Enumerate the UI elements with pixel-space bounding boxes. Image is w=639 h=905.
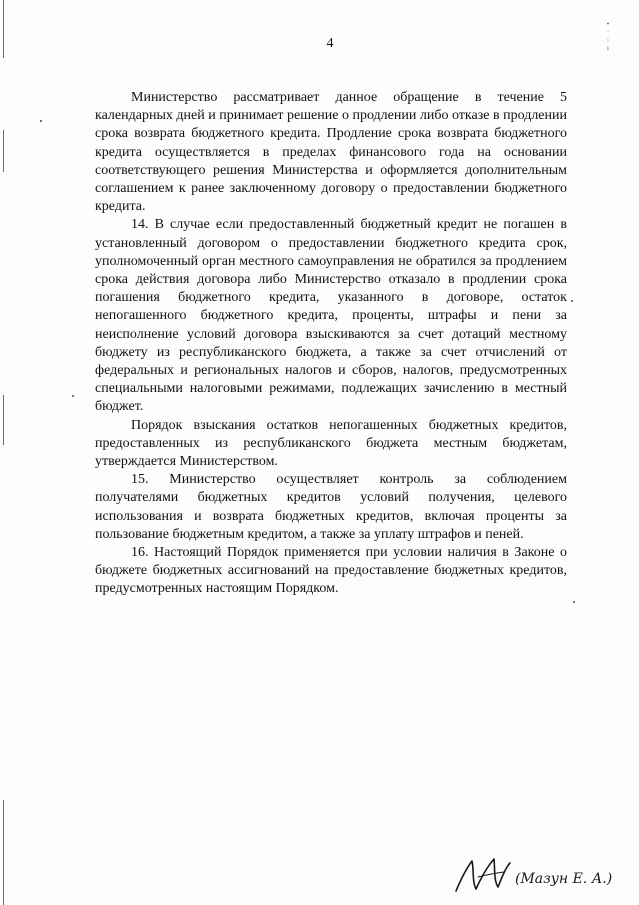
scan-edge-line	[3, 130, 4, 172]
scan-corner-marks: • · : ı	[606, 20, 610, 52]
scan-speck	[72, 395, 74, 397]
scan-speck	[573, 601, 575, 603]
scan-edge-line	[3, 800, 4, 905]
scan-speck	[40, 120, 42, 122]
paragraph: Порядок взыскания остатков непогашенных бюджетных кредитов, предоставленных из республиканского бюджета местным бюджетам, утверждается Министерством.	[95, 417, 567, 470]
paragraph: Министерство рассматривает данное обращение в течение 5 календарных дней и принимает решение о продлении либо отказе в продлении срока возврата бюджетного кредита. Продление срока возврата бюджетного кредита осуществляется в пределах финансового года на основании соответствующего решения Министерства и оформляется дополнительным соглашением к ранее заключенному договору о предоставлении бюджетного кредита.	[95, 90, 567, 215]
signature	[452, 851, 622, 897]
scan-edge-line	[3, 395, 4, 445]
document-body	[95, 89, 567, 599]
scan-speck	[571, 300, 573, 302]
paragraph: 16. Настоящий Порядок применяется при условии наличия в Законе о бюджете бюджетных ассигнований на предоставление бюджетных кредитов, предусмотренных настоящим Порядком.	[95, 545, 567, 597]
paragraph: 14. В случае если предоставленный бюджетный кредит не погашен в установленный договором о предоставлении бюджетного кредита срок, уполномоченный орган местного самоуправления не обратился за продлением срока действия договора либо Министерство отказало в продлении срока погашения бюджетного кредита, указанного в договоре, остаток непогашенного бюджетного кредита, проценты, штрафы и пени за неисполнение условий договора взыскиваются за счет дотаций местному бюджету из республиканского бюджета, а также за счет отчислений от федеральных и региональных налогов и сборов, налогов, предусмотренных специальными налоговыми режимами, подлежащих зачислению в местный бюджет.	[95, 217, 567, 415]
page-number: 4	[326, 36, 334, 51]
paragraph: 15. Министерство осуществляет контроль за соблюдением получателями бюджетных кредитов условий получения, целевого использования и возврата бюджетных кредитов, включая проценты за пользование бюджетным кредитом, а также за уплату штрафов и пеней.	[95, 472, 567, 542]
signature-name: (Мазун Е. А.)	[515, 871, 613, 887]
